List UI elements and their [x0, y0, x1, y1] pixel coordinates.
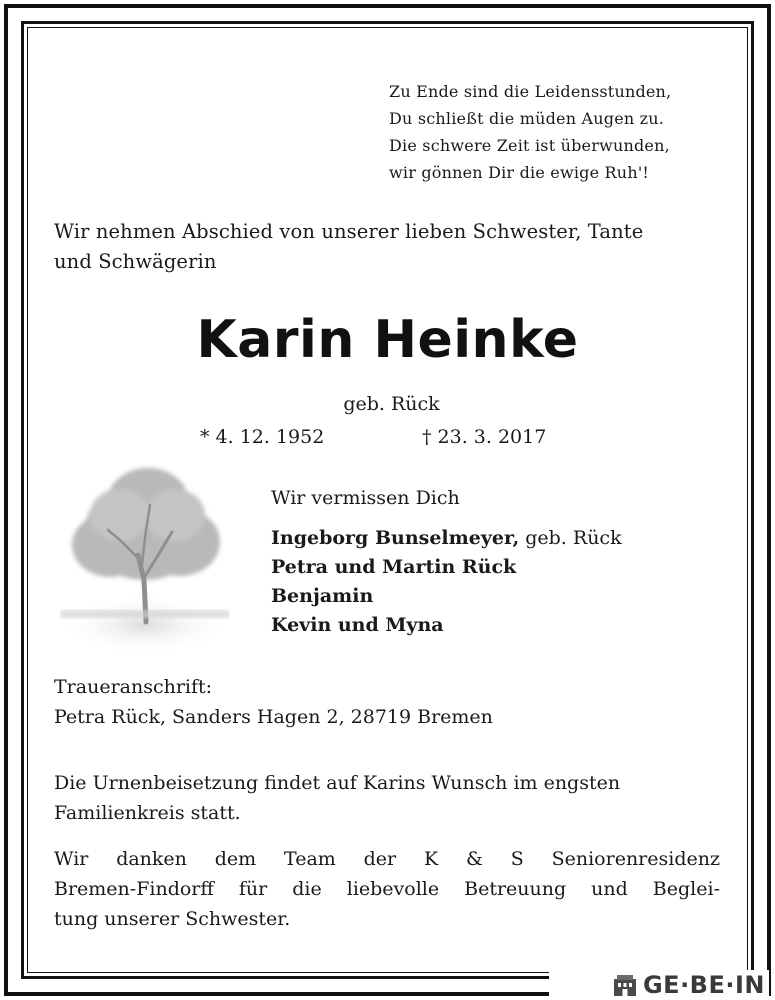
death-date: † 23. 3. 2017 — [422, 426, 547, 448]
thanks-line: Wir danken dem Team der K & S Seniorenresidenz — [54, 848, 720, 870]
mourners-heading: Wir vermissen Dich — [271, 487, 460, 509]
burial-note — [54, 768, 620, 828]
thanks-line: tung unserer Schwester. — [54, 908, 291, 930]
maiden-name: geb. Rück — [343, 393, 440, 415]
address-label: Traueranschrift: — [54, 676, 213, 698]
mourner-name: Petra und Martin Rück — [271, 556, 517, 578]
intro-line: Wir nehmen Abschied von unserer lieben Schwester, Tante — [54, 220, 644, 243]
poem-line: wir gönnen Dir die ewige Ruh'! — [389, 163, 650, 182]
poem — [389, 78, 671, 186]
burial-line: Familienkreis statt. — [54, 802, 241, 824]
maiden-name-row — [0, 393, 775, 415]
mourner-suffix: geb. Rück — [519, 527, 622, 549]
burial-line: Die Urnenbeisetzung findet auf Karins Wunsch im engsten — [54, 772, 621, 794]
address-value: Petra Rück, Sanders Hagen 2, 28719 Bremen — [54, 706, 493, 728]
intro-line: und Schwägerin — [54, 250, 217, 273]
building-icon — [613, 973, 637, 997]
list-item — [271, 553, 622, 582]
poem-line: Die schwere Zeit ist überwunden, — [389, 136, 670, 155]
mourner-name: Kevin und Myna — [271, 614, 444, 636]
poem-line: Zu Ende sind die Leidensstunden, — [389, 82, 672, 101]
deceased-name: Karin Heinke — [196, 310, 579, 370]
list-item — [271, 611, 622, 640]
list-item — [271, 582, 622, 611]
thanks-line: Bremen-Findorff für die liebevolle Betreuung und Beglei- — [54, 878, 720, 900]
birth-date: * 4. 12. 1952 — [200, 426, 325, 448]
mourner-name: Ingeborg Bunselmeyer, — [271, 527, 520, 549]
tree-icon — [60, 460, 230, 660]
list-item — [271, 524, 622, 553]
mourners-list — [271, 524, 622, 640]
thanks-note — [54, 844, 720, 934]
mourner-name: Benjamin — [271, 585, 374, 607]
intro-text — [54, 217, 643, 277]
logo-text: GE·BE·IN — [642, 971, 765, 999]
publisher-logo — [549, 970, 769, 1000]
poem-line: Du schließt die müden Augen zu. — [389, 109, 665, 128]
